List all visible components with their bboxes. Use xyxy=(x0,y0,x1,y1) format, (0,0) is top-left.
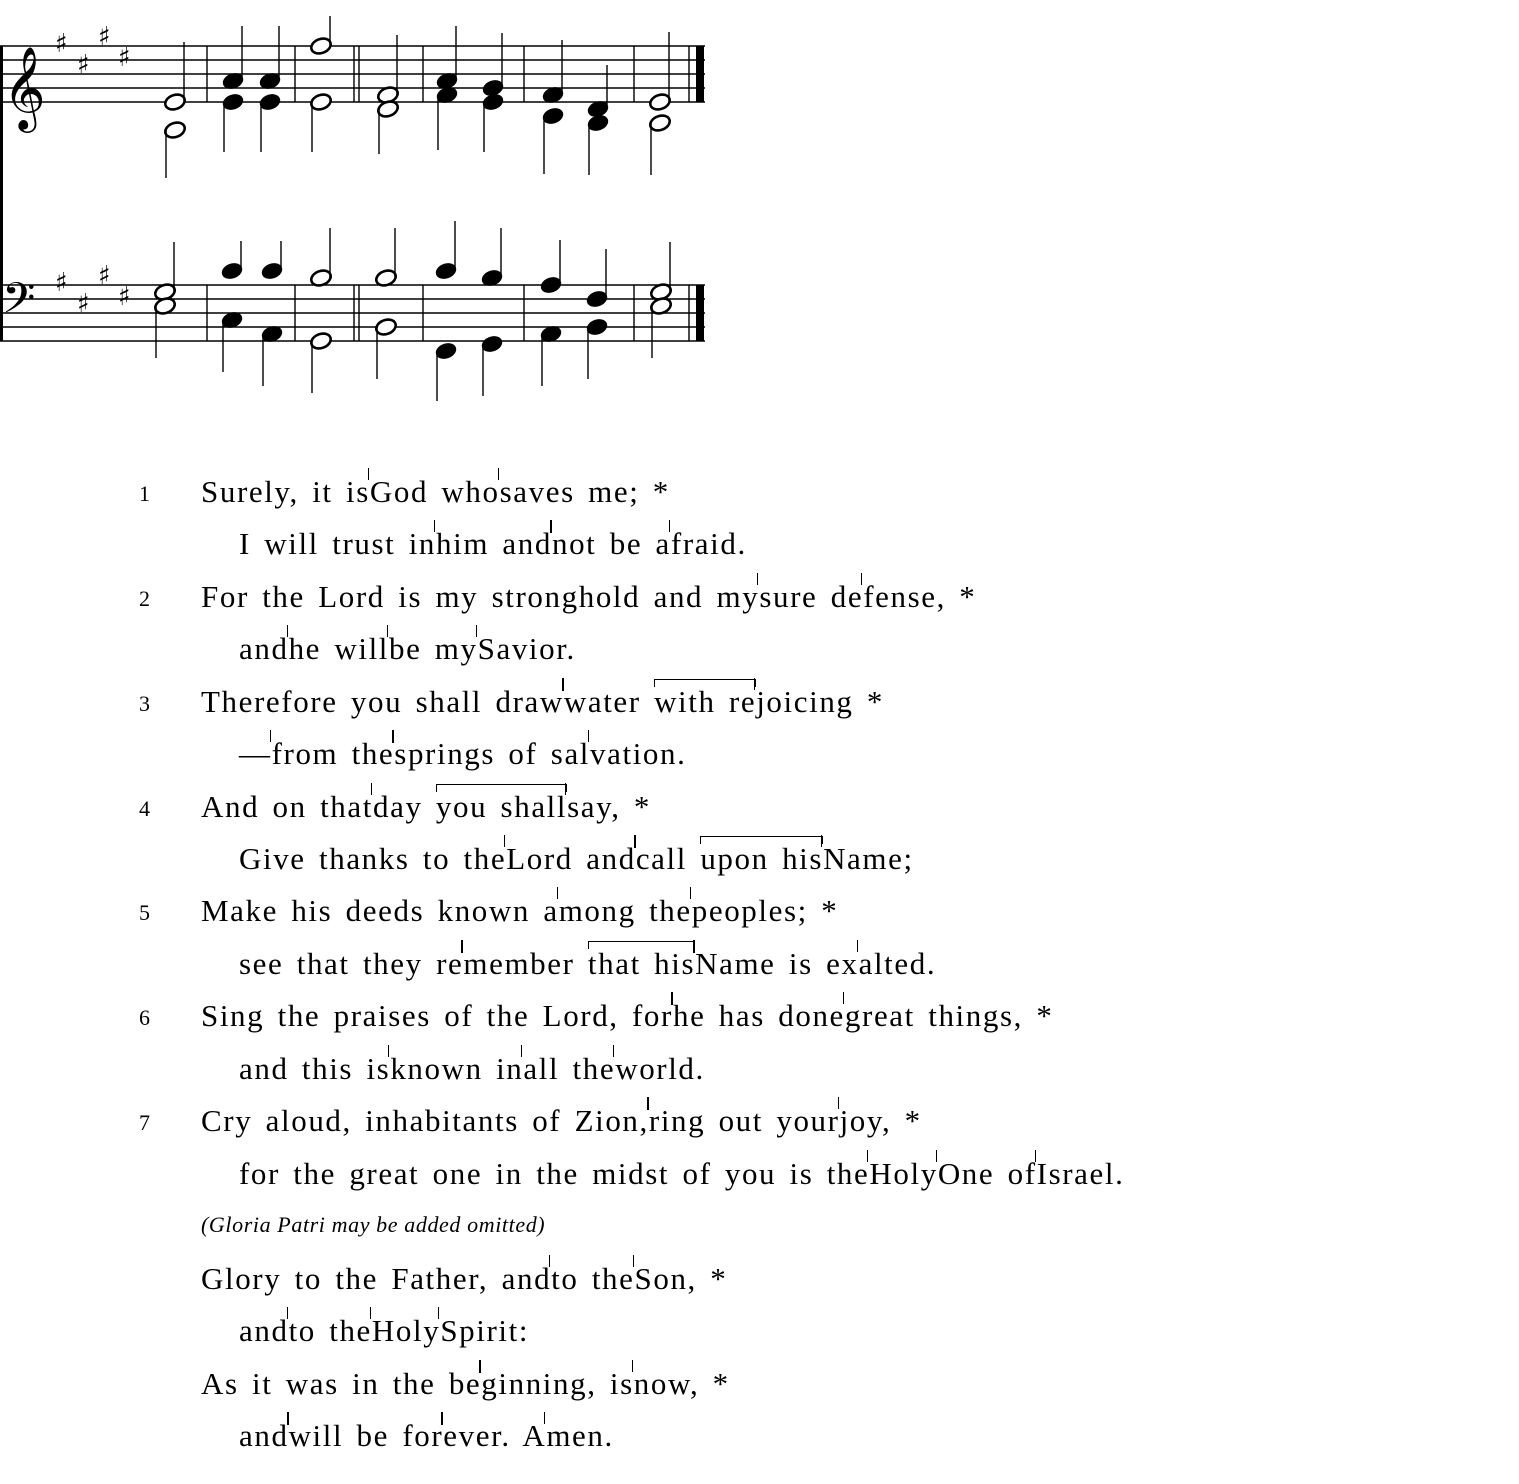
text-segment xyxy=(575,946,588,981)
text-segment: I will trust in xyxy=(239,526,437,561)
notehead xyxy=(585,289,609,309)
pointed-syllable: peoples; * xyxy=(691,893,839,928)
slur-syllables: you shall xyxy=(435,789,568,824)
pointed-syllable: saves me; * xyxy=(499,474,670,509)
verse-second-line xyxy=(239,528,747,559)
pointed-syllable: to the xyxy=(288,1313,372,1348)
verse-second-line xyxy=(239,948,936,979)
notehead xyxy=(258,92,282,112)
pointed-syllable: say, * xyxy=(567,789,652,824)
slur-syllables: will be xyxy=(288,1418,389,1453)
verse-first-line xyxy=(201,581,976,612)
svg-text:♯: ♯ xyxy=(55,268,68,298)
slur-syllables: that his xyxy=(587,946,696,981)
notehead xyxy=(434,261,458,281)
pointed-syllable: fraid. xyxy=(670,526,747,561)
slur-syllables: Name is xyxy=(695,946,813,981)
verse-first-line xyxy=(201,1263,727,1294)
svg-text:♯: ♯ xyxy=(98,22,111,52)
notehead xyxy=(221,92,245,112)
verse-first-line xyxy=(201,686,884,717)
text-segment: Surely, it is xyxy=(201,474,370,509)
verse-number: 6 xyxy=(139,1005,150,1030)
verse-second-line xyxy=(239,1315,529,1346)
text-segment: for the great one in the midst of you is the xyxy=(239,1156,870,1191)
verse-first-line xyxy=(201,1000,1053,1031)
verse-first-line xyxy=(201,895,838,926)
text-segment: . A xyxy=(501,1418,547,1453)
svg-text:♯: ♯ xyxy=(77,289,90,319)
text-segment: and xyxy=(239,631,289,666)
notehead xyxy=(163,92,187,112)
text-segment: for xyxy=(389,1418,444,1453)
text-segment: Glory to the Father, and xyxy=(201,1261,552,1296)
verse-number: 7 xyxy=(139,1110,150,1135)
svg-text:♯: ♯ xyxy=(98,261,111,291)
text-segment: — xyxy=(239,736,272,771)
treble-key-signature xyxy=(55,22,131,80)
verse-number: 5 xyxy=(139,900,150,925)
svg-text:♯: ♯ xyxy=(77,50,90,80)
pointed-syllable: to the xyxy=(551,1261,635,1296)
text-segment: and xyxy=(239,1418,289,1453)
text-segment: Therefore you shall draw xyxy=(201,684,564,719)
text-segment: Sing the praises of the Lord, for xyxy=(201,998,673,1033)
pointed-syllable: Israel. xyxy=(1036,1156,1125,1191)
pointed-syllable: day xyxy=(372,789,436,824)
notehead xyxy=(480,334,504,354)
text-segment: a xyxy=(642,526,671,561)
slur-syllables: he has xyxy=(672,998,765,1033)
pointed-syllable: God who xyxy=(369,474,500,509)
notehead xyxy=(309,36,333,56)
pointed-syllable: known in xyxy=(390,1051,524,1086)
slur-syllables: water xyxy=(563,684,641,719)
text-segment: your xyxy=(763,1103,840,1138)
pointed-syllable: joicing * xyxy=(756,684,884,719)
slur-syllables: not be xyxy=(551,526,643,561)
pointed-syllable: from the xyxy=(271,736,395,771)
text-segment: done xyxy=(764,998,845,1033)
verse-second-line xyxy=(239,633,576,664)
notehead xyxy=(309,331,333,351)
music-score xyxy=(0,0,720,410)
slur-syllables: ginning xyxy=(481,1366,588,1401)
notehead xyxy=(539,275,563,295)
pointed-syllable: him and xyxy=(436,526,552,561)
text-segment: As it was in the be xyxy=(201,1366,482,1401)
notehead xyxy=(586,113,610,133)
notehead xyxy=(309,92,333,112)
pointed-syllable: Name; xyxy=(823,841,914,876)
verse-second-line xyxy=(239,1053,705,1084)
pointed-syllable: Holy xyxy=(869,1156,938,1191)
notehead xyxy=(220,261,244,281)
verse-number: 3 xyxy=(139,691,150,716)
pointed-syllable: fense, * xyxy=(863,579,977,614)
notehead xyxy=(648,92,672,112)
pointed-syllable: vation. xyxy=(590,736,687,771)
gloria-note: (Gloria Patri may be added omitted) xyxy=(201,1212,546,1237)
text-segment: For the Lord is my stronghold and my xyxy=(201,579,760,614)
pointed-syllable: now, * xyxy=(633,1366,730,1401)
verse-second-line xyxy=(239,1420,614,1451)
slur-syllables: ever xyxy=(443,1418,502,1453)
text-segment: , is xyxy=(587,1366,634,1401)
treble-clef-icon: 𝄞 xyxy=(3,45,46,129)
bass-key-signature xyxy=(55,261,131,319)
slur-syllables: springs of xyxy=(394,736,538,771)
text-segment: see that they re xyxy=(239,946,464,981)
svg-text:♯: ♯ xyxy=(118,282,131,312)
notehead xyxy=(163,120,187,140)
notehead xyxy=(374,317,398,337)
pointed-syllable: joy, * xyxy=(839,1103,922,1138)
verse-first-line xyxy=(201,791,651,822)
slur-syllables: ring out xyxy=(648,1103,763,1138)
pointed-syllable: Savior. xyxy=(477,631,576,666)
text-segment xyxy=(687,841,700,876)
verse-number: 1 xyxy=(139,481,150,506)
text-segment xyxy=(641,684,654,719)
verse-second-line xyxy=(239,738,686,769)
pointed-syllable: men. xyxy=(546,1418,614,1453)
notehead xyxy=(434,341,458,361)
svg-text:♯: ♯ xyxy=(55,29,68,59)
pointed-syllable: great things, * xyxy=(844,998,1054,1033)
notehead xyxy=(541,106,565,126)
pointed-syllable: One of xyxy=(937,1156,1037,1191)
text-segment: Cry aloud, inhabitants of Zion, xyxy=(201,1103,649,1138)
notehead xyxy=(648,113,672,133)
pointed-syllable: be my xyxy=(389,631,478,666)
pointed-syllable: Son, * xyxy=(634,1261,728,1296)
notehead xyxy=(260,261,284,281)
verse-first-line xyxy=(201,1105,922,1136)
text-segment: Make his deeds known a xyxy=(201,893,559,928)
text-segment: and xyxy=(239,1313,289,1348)
bass-clef-icon: 𝄢 xyxy=(2,274,36,334)
notehead xyxy=(585,317,609,337)
pointed-syllable: world. xyxy=(615,1051,705,1086)
text-segment: Give thanks to the xyxy=(239,841,507,876)
pointed-syllable: alted. xyxy=(858,946,937,981)
pointed-syllable: mong the xyxy=(558,893,692,928)
pointed-syllable: all the xyxy=(523,1051,616,1086)
slur-syllables: call xyxy=(635,841,687,876)
pointed-syllable: he will xyxy=(288,631,389,666)
verse-second-line xyxy=(239,843,914,874)
slur-syllables: member xyxy=(463,946,575,981)
pointed-syllable: sure de xyxy=(759,579,864,614)
text-segment: And on that xyxy=(201,789,373,824)
text-segment: sal xyxy=(537,736,591,771)
verse-second-line xyxy=(239,1158,1124,1189)
notehead xyxy=(481,92,505,112)
verse-first-line xyxy=(201,476,670,507)
treble-staff xyxy=(0,46,705,102)
verse-number: 4 xyxy=(139,796,150,821)
pointed-syllable: Holy xyxy=(371,1313,441,1348)
pointed-syllable: Lord and xyxy=(506,841,636,876)
verse-number: 2 xyxy=(139,586,150,611)
slur-syllables: upon his xyxy=(700,841,824,876)
verse-first-line xyxy=(201,1368,730,1399)
pointed-syllable: Spirit: xyxy=(440,1313,530,1348)
text-segment: ex xyxy=(812,946,859,981)
text-segment: and this is xyxy=(239,1051,391,1086)
slur-syllables: with re xyxy=(654,684,757,719)
svg-text:♯: ♯ xyxy=(118,43,131,73)
